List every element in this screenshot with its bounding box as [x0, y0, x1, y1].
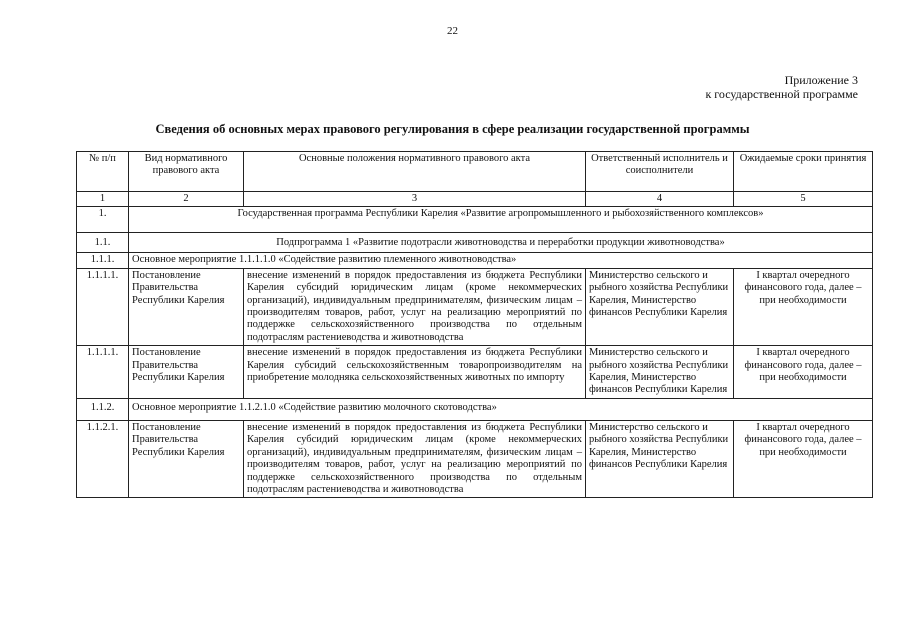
header-act-type: Вид нормативного правового акта: [129, 152, 244, 192]
table-row: [77, 346, 873, 399]
column-number-row: [77, 192, 873, 207]
row-number: 1.1.1.1.: [77, 268, 129, 345]
table-row: [77, 420, 873, 497]
measure-row: [77, 398, 873, 420]
row-provisions: внесение изменений в порядок предоставления из бюджета Республики Карелия субсидий юридическим лицам (кроме некоммерческих организаций), индивидуальным предпринимателям, физическим лицам – производителям товаров, работ, услуг на реализацию мероприятий по поддержке сельскохозяйственного производства по отдельным подотраслям растениеводства и животноводства: [244, 268, 586, 345]
row-responsible: Министерство сельского и рыбного хозяйства Республики Карелия, Министерство финансов Республики Карелия: [586, 420, 734, 497]
appendix-line-2: к государственной программе: [705, 87, 858, 101]
column-number: 5: [734, 192, 873, 207]
measure-title: Основное мероприятие 1.1.2.1.0 «Содействие развитию молочного скотоводства»: [129, 398, 873, 420]
program-number: 1.: [77, 207, 129, 233]
column-number: 4: [586, 192, 734, 207]
measure-title: Основное мероприятие 1.1.1.1.0 «Содействие развитию племенного животноводства»: [129, 253, 873, 268]
column-number: 2: [129, 192, 244, 207]
appendix-label: [705, 73, 858, 101]
header-responsible: Ответственный исполнитель и соисполнители: [586, 152, 734, 192]
header-deadline: Ожидаемые сроки принятия: [734, 152, 873, 192]
document-title: Сведения об основных мерах правового регулирования в сфере реализации государственной программы: [155, 122, 750, 136]
row-provisions: внесение изменений в порядок предоставления из бюджета Республики Карелия субсидий юридическим лицам (кроме некоммерческих организаций), индивидуальным предпринимателям, физическим лицам – производителям товаров, работ, услуг на реализацию мероприятий по поддержке сельскохозяйственного производства по отдельным подотраслям растениеводства и животноводства: [244, 420, 586, 497]
row-provisions: внесение изменений в порядок предоставления из бюджета Республики Карелия субсидий сельскохозяйственным товаропроизводителям на приобретение молодняка сельскохозяйственных животных по импорту: [244, 346, 586, 399]
table-row: [77, 268, 873, 345]
appendix-line-1: Приложение 3: [784, 73, 858, 87]
page-number: 22: [447, 25, 458, 37]
header-provisions: Основные положения нормативного правового акта: [244, 152, 586, 192]
measure-number: 1.1.1.: [77, 253, 129, 268]
row-number: 1.1.1.1.: [77, 346, 129, 399]
row-act-type: Постановление Правительства Республики Карелия: [129, 420, 244, 497]
column-number: 1: [77, 192, 129, 207]
measure-row: [77, 253, 873, 268]
row-number: 1.1.2.1.: [77, 420, 129, 497]
row-responsible: Министерство сельского и рыбного хозяйства Республики Карелия, Министерство финансов Республики Карелия: [586, 346, 734, 399]
measure-number: 1.1.2.: [77, 398, 129, 420]
row-deadline: I квартал очередного финансового года, далее – при необходимости: [734, 346, 873, 399]
row-deadline: I квартал очередного финансового года, далее – при необходимости: [734, 268, 873, 345]
header-row: [77, 152, 873, 192]
regulation-table: [76, 151, 873, 498]
column-number: 3: [244, 192, 586, 207]
row-act-type: Постановление Правительства Республики Карелия: [129, 346, 244, 399]
row-deadline: I квартал очередного финансового года, далее – при необходимости: [734, 420, 873, 497]
program-row: [77, 207, 873, 233]
subprogram-number: 1.1.: [77, 233, 129, 253]
row-responsible: Министерство сельского и рыбного хозяйства Республики Карелия, Министерство финансов Республики Карелия: [586, 268, 734, 345]
header-number: № п/п: [77, 152, 129, 192]
subprogram-row: [77, 233, 873, 253]
row-act-type: Постановление Правительства Республики Карелия: [129, 268, 244, 345]
program-title: Государственная программа Республики Карелия «Развитие агропромышленного и рыбохозяйственного комплексов»: [129, 207, 873, 233]
subprogram-title: Подпрограмма 1 «Развитие подотрасли животноводства и переработки продукции животноводства»: [129, 233, 873, 253]
